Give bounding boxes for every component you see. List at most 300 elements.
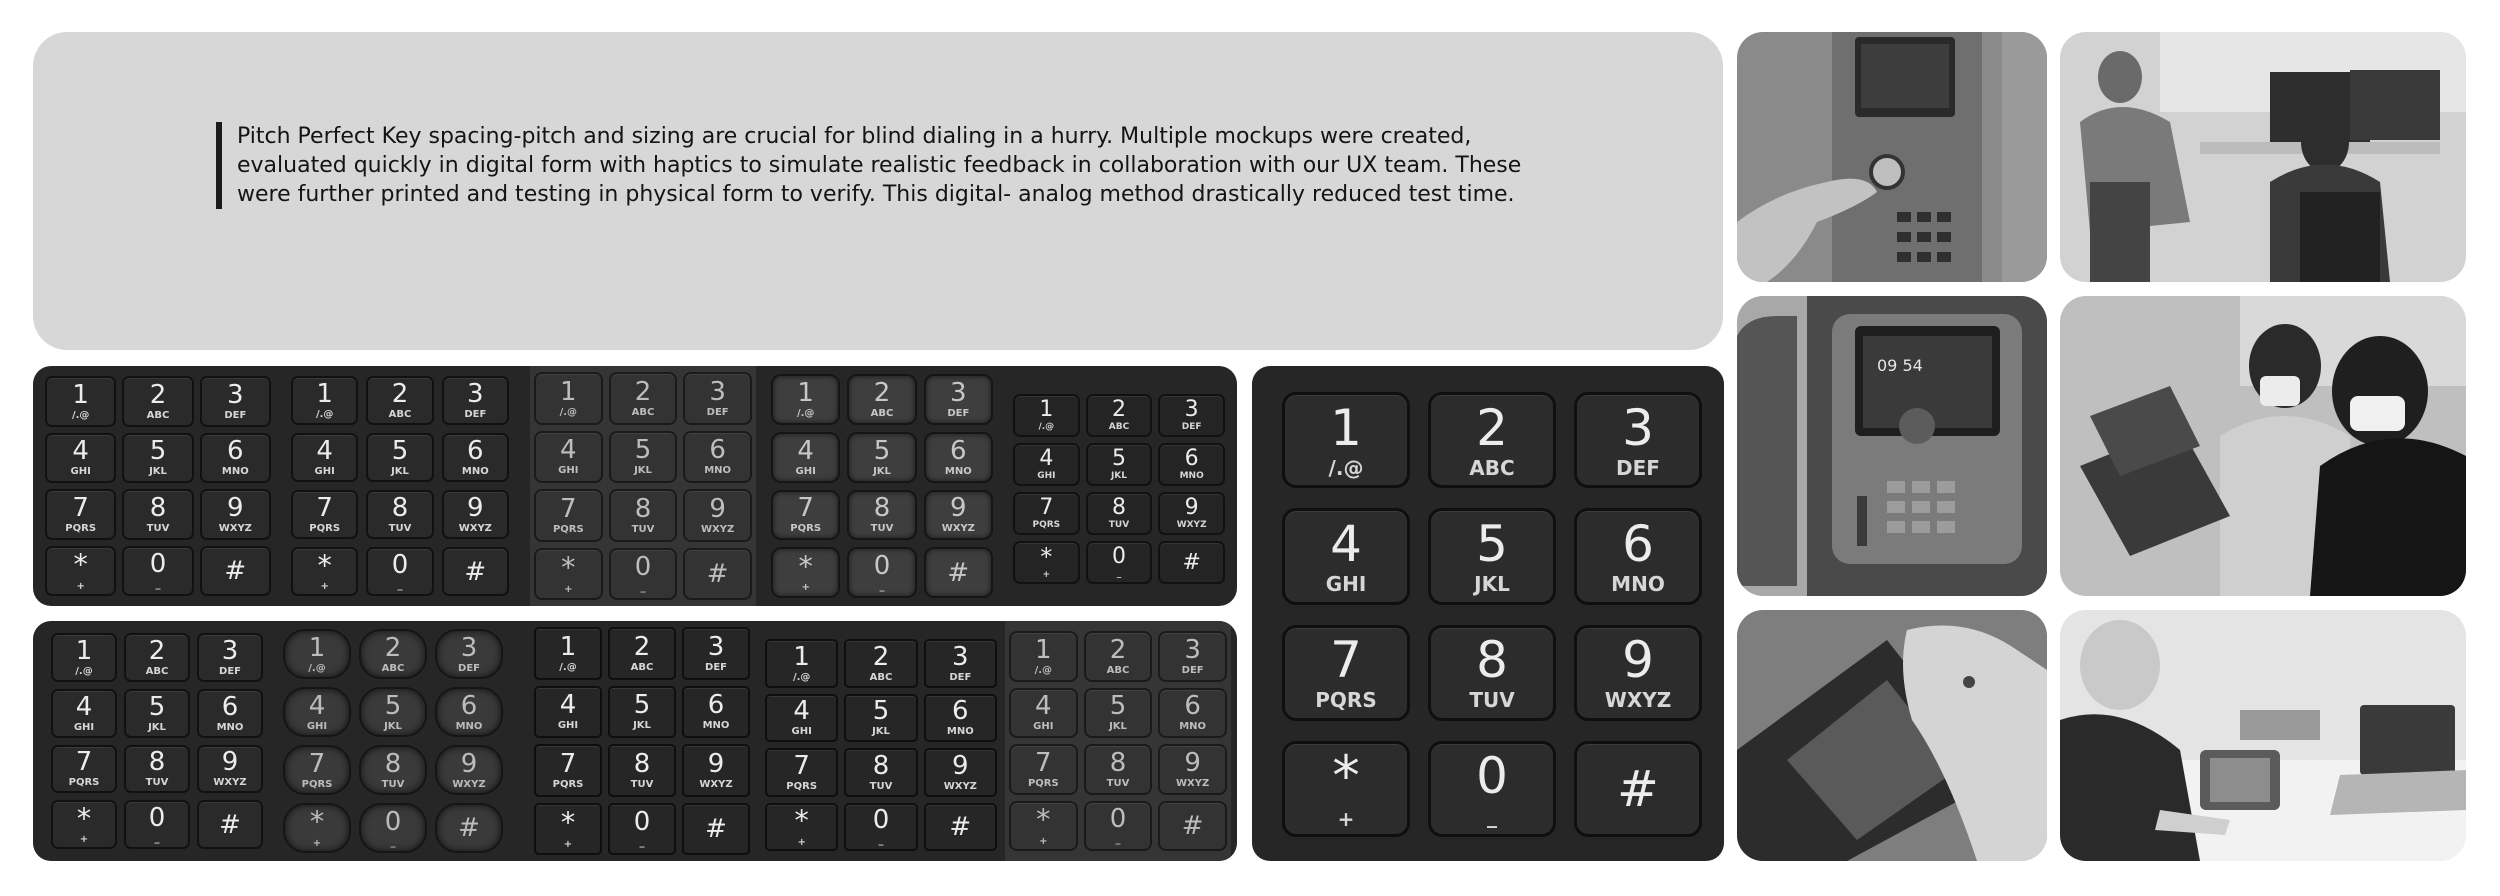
key-hash[interactable] <box>924 547 993 598</box>
intro-quote: Pitch Perfect Key spacing-pitch and sizing are crucial for blind dialing in a hurry. Multiple mockups were created, evaluated quickly in digital form with haptics to simulate realistic feedback in collaboration with our UX team. These were further printed and testing in physical form to verify. This digital- analog method drastically reduced test time. <box>216 122 1557 209</box>
key-digit: 7 <box>316 493 333 523</box>
key-hash[interactable] <box>1574 741 1702 837</box>
key-8[interactable] <box>844 748 917 797</box>
key-digit: 3 <box>460 632 478 663</box>
key-6[interactable] <box>682 686 750 739</box>
key-8[interactable] <box>122 489 193 540</box>
key-hash[interactable] <box>924 803 997 852</box>
key-3[interactable] <box>442 376 509 425</box>
key-letters: GHI <box>1325 571 1367 596</box>
key-letters: MNO <box>704 465 732 477</box>
key-letters: DEF <box>1181 422 1202 432</box>
key-digit: 8 <box>149 492 167 523</box>
key-digit: 9 <box>460 748 478 779</box>
key-6[interactable] <box>1158 688 1227 739</box>
key-7[interactable] <box>51 745 117 794</box>
key-2[interactable] <box>844 639 917 688</box>
key-0[interactable] <box>1086 541 1153 584</box>
key-7[interactable] <box>1009 744 1078 795</box>
key-letters: /.@ <box>559 406 578 418</box>
key-5[interactable] <box>359 687 427 737</box>
key-digit: 2 <box>872 641 890 672</box>
key-9[interactable] <box>197 745 263 794</box>
key-letters: TUV <box>869 780 893 792</box>
key-letters: ABC <box>145 665 169 677</box>
key-4[interactable] <box>771 432 840 483</box>
key-letters: JKL <box>384 720 402 732</box>
key-5[interactable] <box>608 686 676 739</box>
key-6[interactable] <box>1574 508 1702 604</box>
key-4[interactable] <box>45 433 116 484</box>
key-star[interactable] <box>1282 741 1410 837</box>
key-letters: WXYZ <box>1176 520 1207 530</box>
key-digit: 1 <box>316 379 333 409</box>
key-letters: DEF <box>706 406 729 418</box>
svg-text:09 54: 09 54 <box>1877 356 1923 375</box>
key-9[interactable] <box>200 489 271 540</box>
key-4[interactable] <box>1009 688 1078 739</box>
key-6[interactable] <box>435 687 503 737</box>
key-8[interactable] <box>359 745 427 795</box>
key-digit: 7 <box>72 492 89 523</box>
key-digit: 2 <box>1476 398 1508 457</box>
key-1[interactable] <box>45 376 116 427</box>
key-letters: + <box>76 580 85 592</box>
key-digit: 9 <box>709 493 726 524</box>
keypad-variant <box>45 366 271 606</box>
key-digit: 6 <box>1622 514 1654 573</box>
key-letters: _ <box>1487 804 1497 829</box>
key-letters: PQRS <box>552 778 584 790</box>
key-3[interactable] <box>1158 631 1227 682</box>
key-digit: 9 <box>221 747 239 778</box>
key-2[interactable] <box>1428 392 1556 488</box>
key-letters: DEF <box>705 661 727 673</box>
key-7[interactable] <box>283 745 351 795</box>
key-5[interactable] <box>124 689 190 738</box>
key-9[interactable] <box>682 744 750 797</box>
key-letters: _ <box>639 837 645 849</box>
key-0[interactable] <box>122 546 193 597</box>
key-digit: 8 <box>391 493 409 523</box>
key-letters: JKL <box>872 726 890 738</box>
key-digit: 3 <box>1184 397 1199 422</box>
key-letters: WXYZ <box>941 523 975 535</box>
key-digit: 5 <box>391 436 409 466</box>
key-4[interactable] <box>534 686 602 739</box>
key-digit: 6 <box>460 690 478 721</box>
key-letters: /.@ <box>308 662 326 674</box>
key-digit: 1 <box>308 632 326 663</box>
keypad-variant <box>530 366 756 606</box>
key-5[interactable] <box>1084 688 1153 739</box>
key-digit: 0 <box>384 806 402 837</box>
key-digit: # <box>219 809 241 840</box>
key-digit: 5 <box>1476 514 1508 573</box>
key-hash[interactable] <box>435 803 503 853</box>
keypad-panel-large <box>1252 366 1724 861</box>
key-8[interactable] <box>609 489 678 542</box>
key-8[interactable] <box>847 490 916 541</box>
key-letters: DEF <box>1181 664 1204 676</box>
key-hash[interactable] <box>1158 801 1227 852</box>
key-hash[interactable] <box>1158 541 1225 584</box>
key-digit: 2 <box>148 635 166 666</box>
key-7[interactable] <box>1013 492 1080 535</box>
key-3[interactable] <box>924 374 993 425</box>
key-7[interactable] <box>534 744 602 797</box>
key-8[interactable] <box>1428 625 1556 721</box>
key-5[interactable] <box>609 431 678 484</box>
key-letters: TUV <box>1106 777 1130 789</box>
key-3[interactable] <box>197 633 263 682</box>
key-letters: TUV <box>145 777 169 789</box>
key-3[interactable] <box>683 372 752 425</box>
key-letters: PQRS <box>1032 520 1061 530</box>
key-digit: # <box>705 813 727 844</box>
key-letters: GHI <box>795 465 816 477</box>
key-star[interactable] <box>45 546 116 597</box>
key-digit: * <box>1040 542 1053 571</box>
key-digit: 5 <box>1109 691 1127 722</box>
key-letters: WXYZ <box>213 777 247 789</box>
key-digit: 6 <box>227 436 244 467</box>
key-digit: 6 <box>709 435 726 466</box>
key-5[interactable] <box>366 433 433 482</box>
key-digit: # <box>1617 759 1659 818</box>
key-digit: * <box>76 800 92 835</box>
key-digit: 1 <box>797 377 814 408</box>
key-2[interactable] <box>1086 394 1153 437</box>
key-digit: # <box>706 558 729 589</box>
key-6[interactable] <box>683 431 752 484</box>
key-digit: 4 <box>560 435 577 466</box>
key-digit: * <box>798 548 813 583</box>
key-hash[interactable] <box>200 546 271 597</box>
key-0[interactable] <box>359 803 427 853</box>
key-letters: TUV <box>630 778 654 790</box>
key-9[interactable] <box>924 490 993 541</box>
key-digit: 9 <box>950 493 967 524</box>
key-star[interactable] <box>1013 541 1080 584</box>
key-digit: 4 <box>559 690 577 721</box>
key-digit: 5 <box>384 690 402 721</box>
key-digit: 9 <box>227 492 244 523</box>
key-digit: 2 <box>384 632 402 663</box>
key-letters: PQRS <box>68 777 100 789</box>
key-digit: * <box>794 802 809 837</box>
key-letters: GHI <box>557 720 579 732</box>
key-digit: 8 <box>633 748 651 779</box>
key-7[interactable] <box>45 489 116 540</box>
key-letters: + <box>320 581 329 593</box>
key-letters: _ <box>390 836 396 848</box>
key-letters: JKL <box>148 721 166 733</box>
key-letters: + <box>801 582 810 594</box>
key-star[interactable] <box>771 547 840 598</box>
key-digit: 0 <box>391 550 409 580</box>
key-digit: 2 <box>633 631 651 662</box>
key-letters: PQRS <box>301 778 333 790</box>
key-1[interactable] <box>534 627 602 680</box>
key-digit: 8 <box>384 748 402 779</box>
key-letters: MNO <box>216 721 244 733</box>
key-digit: 3 <box>227 379 244 410</box>
key-4[interactable] <box>291 433 358 482</box>
key-letters: WXYZ <box>1604 688 1672 713</box>
key-digit: 7 <box>560 493 577 524</box>
key-7[interactable] <box>291 490 358 539</box>
key-1[interactable] <box>765 639 838 688</box>
key-6[interactable] <box>442 433 509 482</box>
key-letters: MNO <box>455 720 483 732</box>
key-letters: GHI <box>1037 471 1056 481</box>
key-letters: TUV <box>1108 520 1130 530</box>
key-1[interactable] <box>1009 631 1078 682</box>
key-3[interactable] <box>1574 392 1702 488</box>
key-digit: 3 <box>952 641 969 672</box>
key-digit: 8 <box>1476 631 1508 690</box>
key-1[interactable] <box>1013 394 1080 437</box>
key-7[interactable] <box>534 489 603 542</box>
key-3[interactable] <box>682 627 750 680</box>
key-7[interactable] <box>765 748 838 797</box>
key-2[interactable] <box>366 376 433 425</box>
key-digit: # <box>458 813 480 843</box>
key-2[interactable] <box>608 627 676 680</box>
key-digit: 5 <box>634 435 652 466</box>
key-4[interactable] <box>283 687 351 737</box>
key-star[interactable] <box>534 803 602 856</box>
key-letters: ABC <box>870 407 894 419</box>
key-5[interactable] <box>1086 443 1153 486</box>
key-8[interactable] <box>608 744 676 797</box>
key-1[interactable] <box>283 629 351 679</box>
key-2[interactable] <box>847 374 916 425</box>
key-3[interactable] <box>435 629 503 679</box>
key-6[interactable] <box>200 433 271 484</box>
key-0[interactable] <box>124 800 190 849</box>
key-digit: 2 <box>873 377 891 408</box>
keypad-variant <box>1005 621 1231 861</box>
key-0[interactable] <box>1084 801 1153 852</box>
key-8[interactable] <box>1086 492 1153 535</box>
key-letters: + <box>797 836 806 848</box>
key-3[interactable] <box>924 639 997 688</box>
key-6[interactable] <box>924 432 993 483</box>
key-1[interactable] <box>291 376 358 425</box>
key-letters: + <box>564 583 573 595</box>
key-letters: PQRS <box>1315 688 1377 713</box>
key-9[interactable] <box>924 748 997 797</box>
key-letters: + <box>1042 570 1051 581</box>
key-digit: 2 <box>634 376 652 407</box>
key-9[interactable] <box>435 745 503 795</box>
key-digit: # <box>1181 810 1204 841</box>
key-letters: _ <box>155 579 161 591</box>
key-5[interactable] <box>844 694 917 743</box>
key-digit: 0 <box>634 552 652 583</box>
key-letters: DEF <box>458 662 480 674</box>
key-digit: # <box>464 556 487 587</box>
key-7[interactable] <box>771 490 840 541</box>
key-digit: 0 <box>633 807 651 838</box>
key-1[interactable] <box>534 372 603 425</box>
key-digit: 5 <box>633 690 651 721</box>
key-letters: /.@ <box>75 665 93 677</box>
key-0[interactable] <box>844 803 917 852</box>
key-hash[interactable] <box>682 803 750 856</box>
key-letters: JKL <box>873 465 891 477</box>
key-9[interactable] <box>1158 744 1227 795</box>
key-letters: ABC <box>388 409 412 420</box>
key-letters: ABC <box>146 409 170 421</box>
key-digit: 5 <box>148 691 166 722</box>
photo-hand-desk-phone <box>1737 32 2047 282</box>
key-letters: + <box>563 838 573 850</box>
keypad-variant <box>767 366 997 606</box>
key-letters: + <box>79 834 89 846</box>
key-letters: WXYZ <box>458 523 492 534</box>
key-letters: _ <box>397 580 403 591</box>
key-digit: 1 <box>72 379 89 410</box>
key-digit: 1 <box>1330 398 1362 457</box>
key-letters: TUV <box>381 778 405 790</box>
keypad-panel-top <box>33 366 1237 606</box>
key-4[interactable] <box>765 694 838 743</box>
key-star[interactable] <box>534 548 603 601</box>
key-6[interactable] <box>1158 443 1225 486</box>
key-letters: MNO <box>944 465 972 477</box>
key-5[interactable] <box>1428 508 1556 604</box>
key-letters: PQRS <box>552 523 584 535</box>
key-1[interactable] <box>771 374 840 425</box>
key-digit: 6 <box>950 435 967 466</box>
key-letters: /.@ <box>1328 455 1364 480</box>
key-digit: 3 <box>950 377 967 408</box>
key-digit: 9 <box>467 493 484 523</box>
key-9[interactable] <box>683 489 752 542</box>
key-letters: GHI <box>314 466 335 477</box>
key-digit: 4 <box>75 691 93 722</box>
key-8[interactable] <box>1084 744 1153 795</box>
key-8[interactable] <box>366 490 433 539</box>
key-digit: 2 <box>1109 634 1127 665</box>
key-digit: 7 <box>559 748 577 779</box>
key-digit: 1 <box>75 635 93 666</box>
key-letters: ABC <box>381 662 405 674</box>
key-digit: 6 <box>1184 446 1199 471</box>
key-4[interactable] <box>1013 443 1080 486</box>
key-digit: 0 <box>149 549 167 580</box>
key-digit: 7 <box>1039 495 1054 520</box>
key-2[interactable] <box>122 376 193 427</box>
key-9[interactable] <box>1574 625 1702 721</box>
key-1[interactable] <box>1282 392 1410 488</box>
key-1[interactable] <box>51 633 117 682</box>
key-letters: TUV <box>146 522 170 534</box>
key-letters: /.@ <box>71 409 90 421</box>
key-hash[interactable] <box>197 800 263 849</box>
key-digit: 7 <box>75 747 93 778</box>
key-star[interactable] <box>1009 801 1078 852</box>
key-digit: 9 <box>952 750 969 781</box>
key-letters: PQRS <box>309 523 341 534</box>
key-8[interactable] <box>124 745 190 794</box>
key-0[interactable] <box>609 548 678 601</box>
key-3[interactable] <box>1158 394 1225 437</box>
key-digit: 0 <box>872 805 890 836</box>
key-2[interactable] <box>1084 631 1153 682</box>
key-digit: # <box>224 555 247 586</box>
key-4[interactable] <box>1282 508 1410 604</box>
key-2[interactable] <box>609 372 678 425</box>
key-4[interactable] <box>534 431 603 484</box>
key-7[interactable] <box>1282 625 1410 721</box>
key-letters: DEF <box>1616 455 1660 480</box>
key-letters: WXYZ <box>943 780 977 792</box>
key-digit: 0 <box>1476 747 1508 806</box>
key-digit: # <box>1182 549 1201 575</box>
key-hash[interactable] <box>683 548 752 601</box>
key-digit: 4 <box>72 436 89 467</box>
key-0[interactable] <box>366 547 433 596</box>
key-2[interactable] <box>359 629 427 679</box>
key-4[interactable] <box>51 689 117 738</box>
key-5[interactable] <box>122 433 193 484</box>
key-letters: + <box>312 837 322 849</box>
key-letters: _ <box>640 582 646 594</box>
key-letters: JKL <box>149 466 167 478</box>
key-letters: MNO <box>1179 471 1204 481</box>
key-star[interactable] <box>291 547 358 596</box>
key-digit: 3 <box>709 376 726 407</box>
key-hash[interactable] <box>442 547 509 596</box>
key-letters: /.@ <box>796 407 815 419</box>
key-6[interactable] <box>924 694 997 743</box>
key-9[interactable] <box>1158 492 1225 535</box>
key-digit: 1 <box>559 631 577 662</box>
key-5[interactable] <box>847 432 916 483</box>
key-digit: 4 <box>308 690 326 721</box>
key-letters: ABC <box>630 661 654 673</box>
key-letters: DEF <box>464 409 487 420</box>
key-star[interactable] <box>283 803 351 853</box>
key-0[interactable] <box>608 803 676 856</box>
key-0[interactable] <box>1428 741 1556 837</box>
photo-desk-phone-touchscreen <box>1737 296 2047 596</box>
key-letters: MNO <box>946 726 974 738</box>
key-9[interactable] <box>442 490 509 539</box>
key-3[interactable] <box>200 376 271 427</box>
key-digit: * <box>309 804 325 839</box>
key-star[interactable] <box>51 800 117 849</box>
key-digit: * <box>73 546 88 581</box>
key-letters: ABC <box>1106 664 1130 676</box>
key-letters: GHI <box>791 726 812 738</box>
key-digit: 7 <box>1330 631 1362 690</box>
key-digit: * <box>1036 801 1051 836</box>
key-0[interactable] <box>847 547 916 598</box>
key-2[interactable] <box>124 633 190 682</box>
key-star[interactable] <box>765 803 838 852</box>
key-digit: 2 <box>391 379 409 409</box>
key-letters: WXYZ <box>699 778 733 790</box>
key-letters: PQRS <box>786 780 818 792</box>
key-letters: JKL <box>1110 471 1128 481</box>
key-letters: JKL <box>633 720 651 732</box>
key-6[interactable] <box>197 689 263 738</box>
